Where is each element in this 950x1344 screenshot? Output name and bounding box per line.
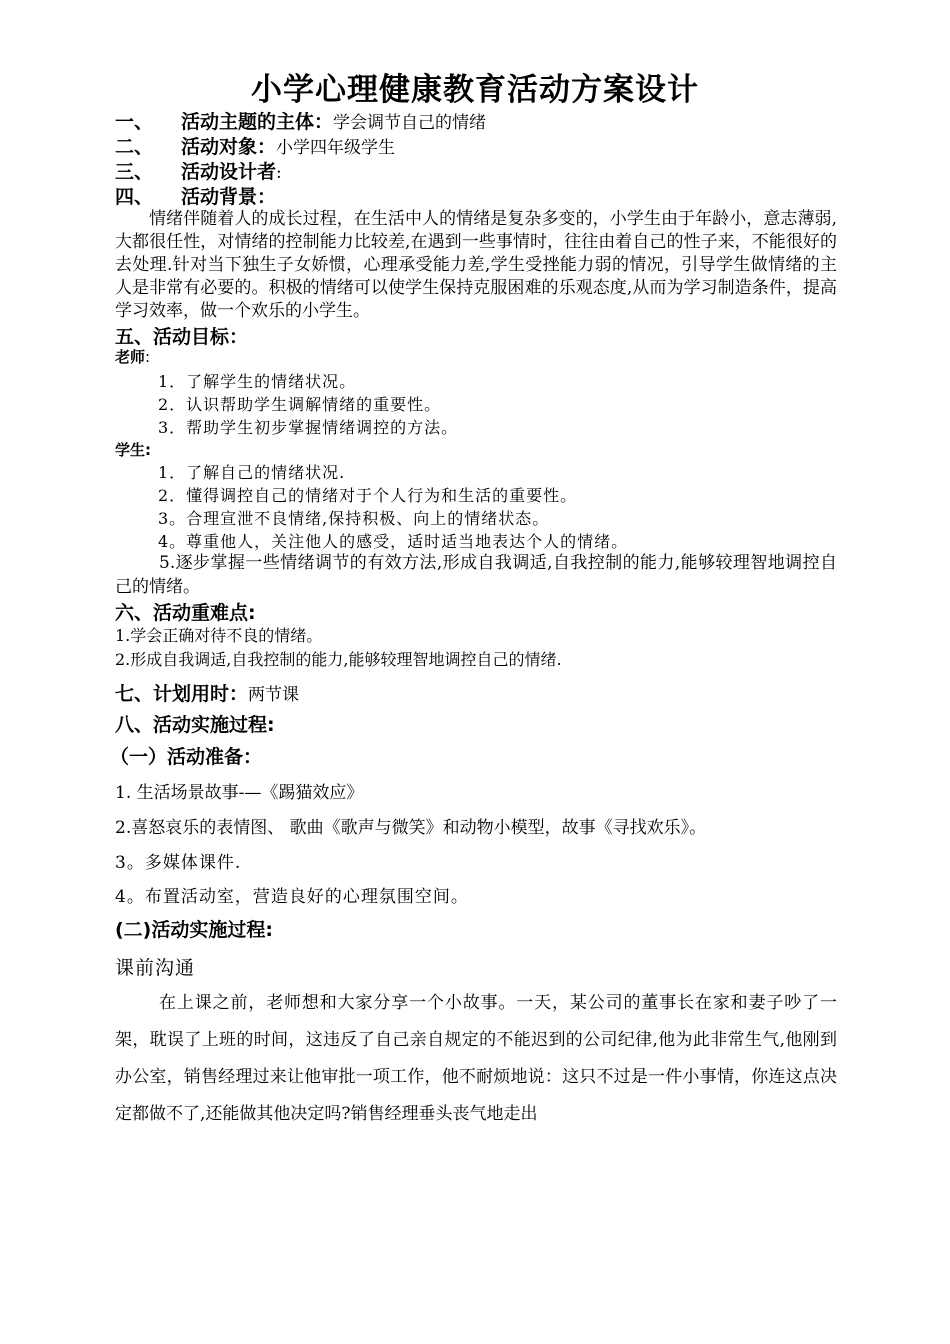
impl-heading: (二)活动实施过程: (115, 919, 273, 941)
prep-heading: （一）活动准备： (110, 746, 263, 768)
teacher-label-colon: : (145, 348, 151, 366)
section-label: 活动对象： (181, 136, 277, 158)
teacher-label-text: 老师 (115, 348, 146, 366)
story-paragraph: 在上课之前，老师想和大家分享一个小故事。一天，某公司的董事长在家和妻子吵了一架，耽误了上班的时间，这违反了自己亲自规定的不能迟到的公司纪律,他为此非常生气,他刚到办公室，销售经理过来让他审批一项工作，他不耐烦地说：这只不过是一件小事情，你连这点决定都做不了,还能做其他决定吗?销售经理垂头丧气地走出 (115, 993, 837, 1124)
section-number: 一、 (115, 111, 154, 133)
time-value: 两节课 (248, 685, 300, 705)
section-value: 小学四年级学生 (276, 138, 396, 158)
student-goal-item: 2．懂得调控自己的情绪对于个人行为和生活的重要性。 (158, 486, 578, 505)
document-title: 小学心理健康教育活动方案设计 (251, 72, 699, 108)
process-heading: 八、活动实施过程: (115, 714, 275, 736)
time-heading (115, 679, 299, 706)
prep-item: 2.喜怒哀乐的表情图、 歌曲《歌声与微笑》和动物小模型，故事《寻找欢乐》。 (115, 818, 707, 838)
student-goal-item: 3。合理宣泄不良情绪,保持积极、向上的情绪状态。 (158, 509, 550, 528)
student-goal-item: 4。尊重他人，关注他人的感受，适时适当地表达个人的情绪。 (158, 532, 629, 551)
section-label: 活动设计者 (181, 161, 277, 183)
section-background (115, 186, 276, 208)
section-value: 学会调节自己的情绪 (333, 113, 487, 133)
student-goal-item: 1．了解自己的情绪状况. (158, 463, 346, 482)
prep-item: 3。多媒体课件. (115, 853, 242, 873)
keypoint-item: 2.形成自我调适,自我控制的能力,能够较理智地调控自己的情绪. (115, 650, 562, 669)
teacher-label (115, 346, 150, 367)
prep-item: 4。布置活动室，营造良好的心理氛围空间。 (115, 887, 469, 907)
teacher-goal-item: 3．帮助学生初步掌握情绪调控的方法。 (158, 418, 459, 437)
section-topic (115, 111, 486, 134)
teacher-goal-item: 2．认识帮助学生调解情绪的重要性。 (158, 395, 442, 414)
section-audience (115, 136, 395, 159)
goals-heading: 五、活动目标： (115, 326, 249, 348)
section-value: : (276, 163, 282, 183)
keypoints-heading: 六、活动重难点: (115, 602, 256, 624)
section-designer (115, 161, 282, 184)
intro-label: 课前沟通 (115, 957, 196, 979)
background-paragraph: 情绪伴随着人的成长过程，在生活中人的情绪是复杂多变的，小学生由于年龄小，意志薄弱,大都很任性，对情绪的控制能力比较差,在遇到一些事情时，往往由着自己的性子来，不能很好的去处理.针对当下独生子女娇惯，心理承受能力差,学生受挫能力弱的情况，引导学生做情绪的主人是非常有必要的。积极的情绪可以使学生保持克服困难的乐观态度,从而为学习制造条件，提高学习效率，做一个欢乐的小学生。 (115, 209, 837, 321)
section-number: 三、 (115, 161, 154, 183)
section-label: 活动背景： (181, 186, 277, 208)
student-label: 学生: (115, 441, 151, 459)
time-label: 七、计划用时： (115, 683, 249, 705)
section-number: 四、 (115, 186, 154, 208)
student-goal-item: 5.逐步掌握一些情绪调节的有效方法,形成自我调适,自我控制的能力,能够较理智地调控自己的情绪。 (115, 553, 837, 597)
teacher-goal-item: 1．了解学生的情绪状况。 (158, 372, 357, 391)
section-label: 活动主题的主体： (181, 111, 334, 133)
keypoint-item: 1.学会正确对待不良的情绪。 (115, 626, 323, 645)
section-number: 二、 (115, 136, 154, 158)
prep-item: 1. 生活场景故事-—《踢猫效应》 (115, 783, 364, 803)
